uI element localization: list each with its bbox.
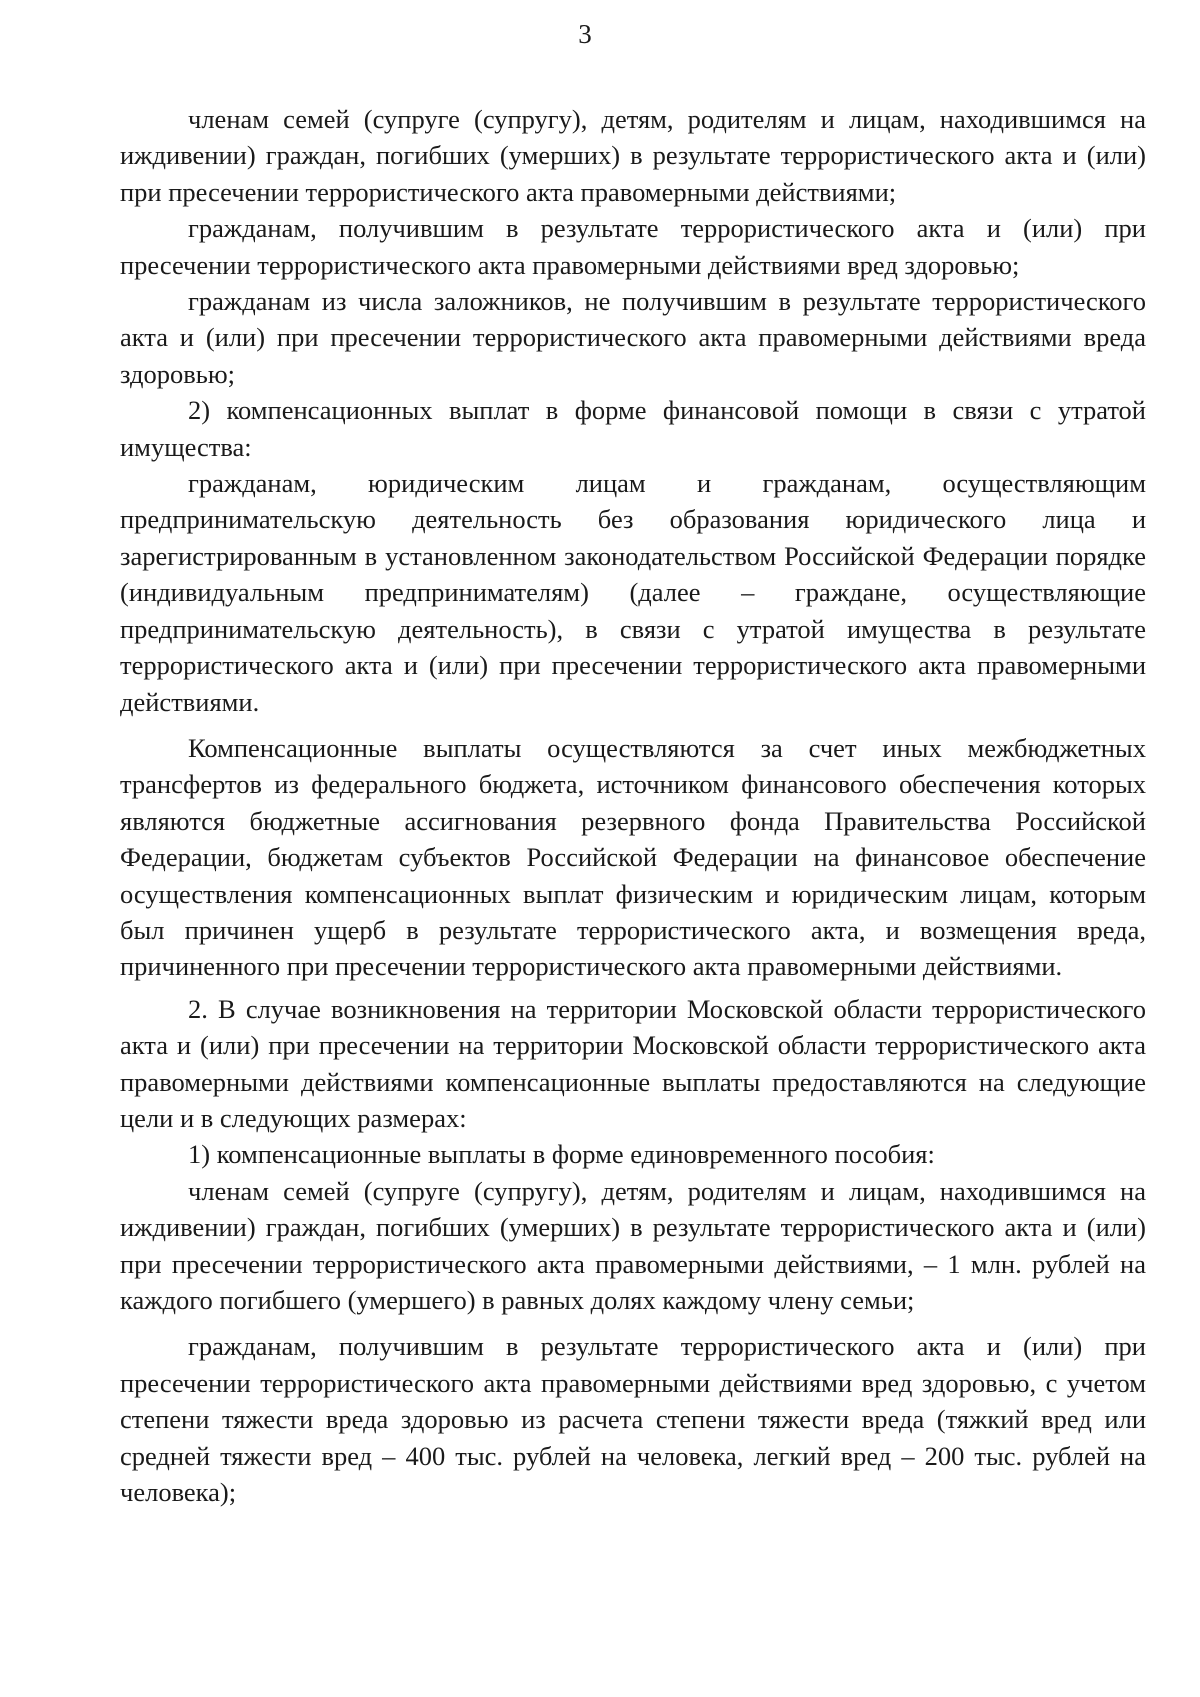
- paragraph-health-harm: гражданам, получившим в результате террористического акта и (или) при пресечении террористического акта правомерными действиями вред здоровью;: [120, 213, 1146, 280]
- paragraph-lump-sum-heading: 1) компенсационные выплаты в форме единовременного пособия:: [188, 1139, 935, 1170]
- paragraph-lump-sum-family: членам семей (супруге (супругу), детям, родителям и лицам, находившимся на иждивении) граждан, погибших (умерших) в результате террористического акта и (или) при пресечении террористического акта правомерными действиями, – 1 млн. рублей на каждого погибшего (умершего) в равных долях каждому члену семьи;: [120, 1175, 1146, 1315]
- document-body: [120, 101, 1146, 1510]
- paragraph-section-2: 2. В случае возникновения на территории Московской области террористического акта и (или) при пресечении на территории Московской области террористического акта правомерными действиями компенсационные выплаты предоставляются на следующие цели и в следующих размерах:: [120, 993, 1146, 1133]
- paragraph-hostages: гражданам из числа заложников, не получившим в результате террористического акта и (или) при пресечении террористического акта правомерными действиями вреда здоровью;: [120, 286, 1146, 389]
- paragraph-family-members: членам семей (супруге (супругу), детям, родителям и лицам, находившимся на иждивении) граждан, погибших (умерших) в результате террористического акта и (или) при пресечении террористического акта правомерными действиями;: [120, 104, 1146, 207]
- paragraph-property-loss-heading: 2) компенсационных выплат в форме финансовой помощи в связи с утратой имущества:: [120, 395, 1146, 462]
- page-number: 3: [578, 19, 592, 49]
- paragraph-funding-source: Компенсационные выплаты осуществляются за счет иных межбюджетных трансфертов из федерального бюджета, источником финансового обеспечения которых являются бюджетные ассигнования резервного фонда Правительства Российской Федерации, бюджетам субъектов Российской Федерации на финансовое обеспечение осуществления компенсационных выплат физическим и юридическим лицам, которым был причинен ущерб в результате террористического акта, и возмещения вреда, причиненного при пресечении террористического акта правомерными действиями.: [120, 732, 1146, 982]
- paragraph-lump-sum-health: гражданам, получившим в результате террористического акта и (или) при пресечении террористического акта правомерными действиями вред здоровью, с учетом степени тяжести вреда здоровью из расчета степени тяжести вреда (тяжкий вред или средней тяжести вред – 400 тыс. рублей на человека, легкий вред – 200 тыс. рублей на человека);: [120, 1331, 1146, 1508]
- paragraph-property-loss-recipients: гражданам, юридическим лицам и гражданам, осуществляющим предпринимательскую деятельность без образования юридического лица и зарегистрированным в установленном законодательством Российской Федерации порядке (индивидуальным предпринимателям) (далее – граждане, осуществляющие предпринимательскую деятельность), в связи с утратой имущества в результате террористического акта и (или) при пресечении террористического акта правомерными действиями.: [120, 468, 1146, 717]
